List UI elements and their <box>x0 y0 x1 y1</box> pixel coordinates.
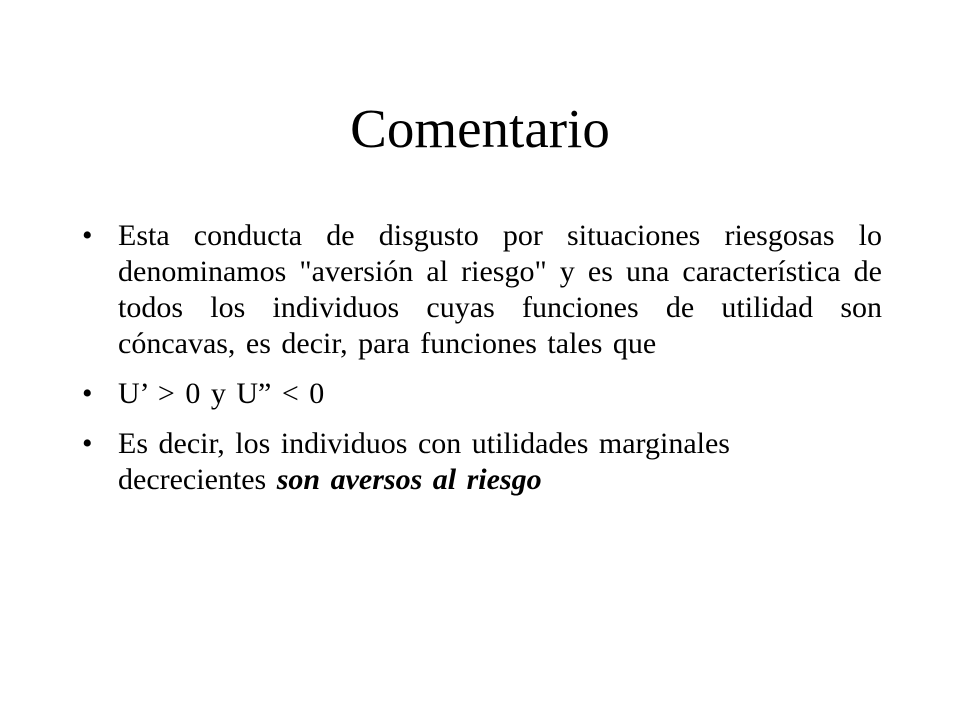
bullet-emphasis: son aversos al riesgo <box>276 463 542 496</box>
bullet-dot-icon: • <box>82 377 93 410</box>
slide-title: Comentario <box>350 98 610 159</box>
bullet-dot-icon: • <box>82 427 93 460</box>
bullet-item-conclusion <box>82 426 882 498</box>
bullet-dot-icon: • <box>82 219 93 252</box>
bullet-item-aversion-definition <box>82 218 882 362</box>
bullet-list <box>82 218 882 512</box>
bullet-text: Esta conducta de disgusto por situaciones riesgosas lo denominamos "aversión al riesgo" y es una característica de todos los individuos cuyas funciones de utilidad son cóncavas, es decir, para funciones tales que <box>118 219 882 360</box>
bullet-text: Es decir, los individuos con utilidades marginales decrecientes <box>118 427 730 496</box>
bullet-text: U’ > 0 y U” < 0 <box>118 377 325 410</box>
bullet-item-utility-condition <box>82 376 882 412</box>
